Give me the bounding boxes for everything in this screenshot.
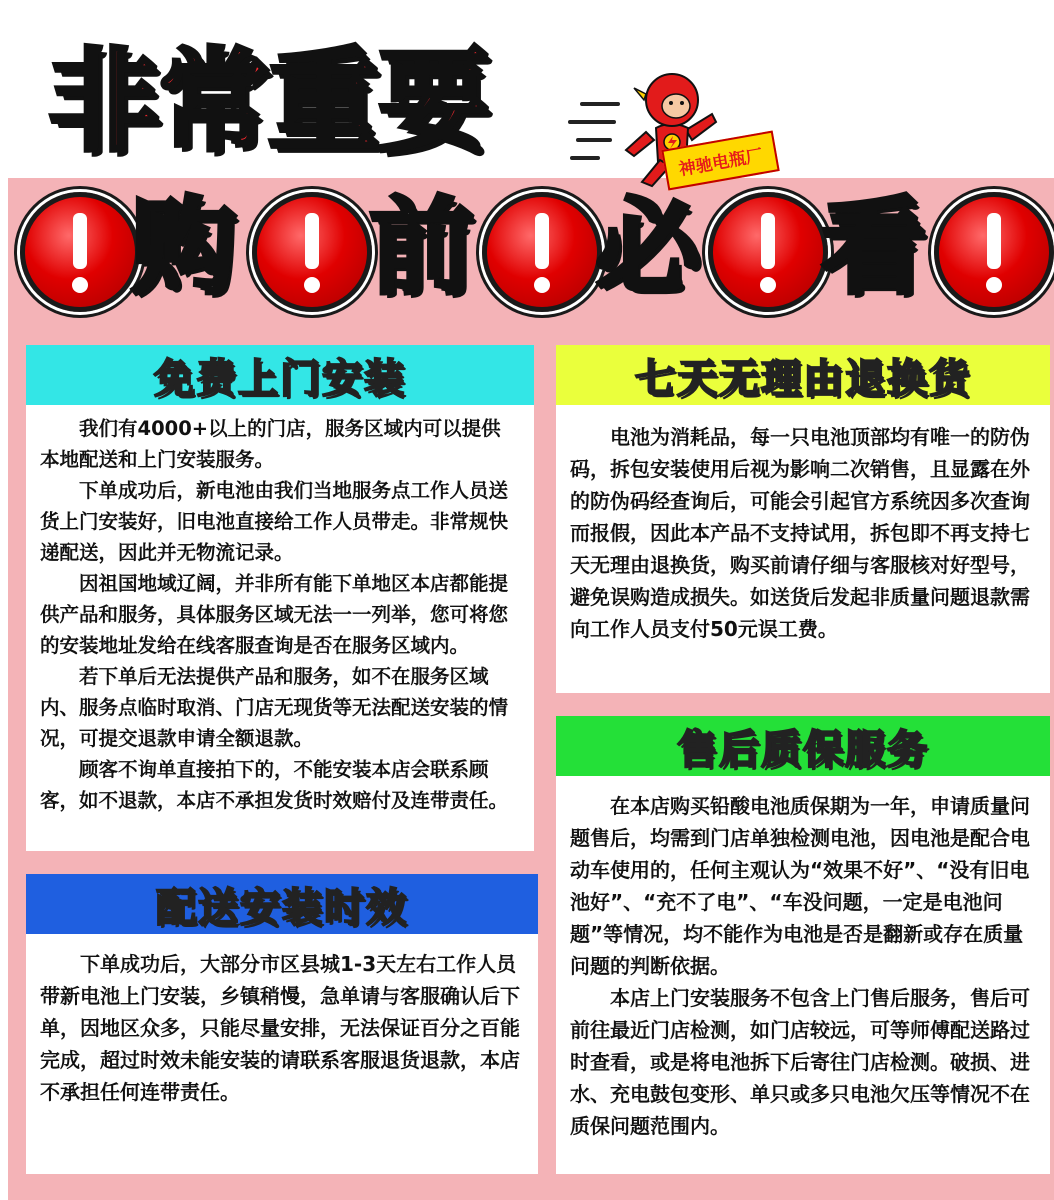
card-body xyxy=(26,934,538,1118)
card-body xyxy=(556,405,1050,655)
card-title: 售后质保服务 xyxy=(677,726,929,773)
paragraph: 本店上门安装服务不包含上门售后服务，售后可前往最近门店检测，如门店较远，可等师傅配送路过时查看，或是将电池拆下后寄往门店检测。破损、进水、充电鼓包变形、单只或多只电池欠压等情况不在质保问题范围内。 xyxy=(570,986,1030,1138)
card-free-install xyxy=(26,345,534,851)
exclamation-icon xyxy=(20,192,140,312)
card-header xyxy=(556,345,1050,405)
exclamation-icon xyxy=(934,192,1054,312)
banner-char: 前 xyxy=(370,186,475,308)
paragraph: 下单成功后，新电池由我们当地服务点工作人员送货上门安装好，旧电池直接给工作人员带走。非常规快递配送，因此并无物流记录。 xyxy=(40,479,509,564)
card-title: 免费上门安装 xyxy=(154,355,406,402)
exclamation-icon xyxy=(708,192,828,312)
page-title: 非常重要 xyxy=(48,37,488,167)
banner-char: 购 xyxy=(132,186,237,308)
card-title: 七天无理由退换货 xyxy=(635,355,971,402)
card-body xyxy=(26,405,534,826)
card-seven-day-returns xyxy=(556,345,1050,693)
card-warranty-service xyxy=(556,716,1050,1174)
card-header xyxy=(26,874,538,934)
paragraph: 在本店购买铅酸电池质保期为一年，申请质量问题售后，均需到门店单独检测电池，因电池是配合电动车使用的，任何主观认为“效果不好”、“没有旧电池好”、“充不了电”、“车没问题，一定是电池问题”等情况，均不能作为电池是否是翻新或存在质量问题的判断依据。 xyxy=(570,794,1030,978)
card-body xyxy=(556,776,1050,1152)
paragraph: 我们有4000+以上的门店，服务区域内可以提供本地配送和上门安装服务。 xyxy=(40,417,501,471)
banner-must-read xyxy=(0,184,1054,314)
banner-char: 看 xyxy=(822,186,927,308)
brand-tag: 神驰电瓶厂 xyxy=(661,131,779,191)
exclamation-icon xyxy=(252,192,372,312)
card-header xyxy=(26,345,534,405)
exclamation-icon xyxy=(482,192,602,312)
paragraph: 若下单后无法提供产品和服务，如不在服务区域内、服务点临时取消、门店无现货等无法配送安装的情况，可提交退款申请全额退款。 xyxy=(40,665,509,750)
banner-char: 必 xyxy=(596,186,701,308)
card-header xyxy=(556,716,1050,776)
card-delivery-time xyxy=(26,874,538,1174)
paragraph: 因祖国地域辽阔，并非所有能下单地区本店都能提供产品和服务，具体服务区域无法一一列举，您可将您的安装地址发给在线客服查询是否在服务区域内。 xyxy=(40,572,509,657)
paragraph: 下单成功后，大部分市区县城1-3天左右工作人员带新电池上门安装，乡镇稍慢，急单请与客服确认后下单，因地区众多，只能尽量安排，无法保证百分之百能完成，超过时效未能安装的请联系客服退货退款，本店不承担任何连带责任。 xyxy=(40,952,520,1104)
card-title: 配送安装时效 xyxy=(156,884,408,931)
paragraph: 顾客不询单直接拍下的，不能安装本店会联系顾客，如不退款，本店不承担发货时效赔付及连带责任。 xyxy=(40,758,509,812)
paragraph: 电池为消耗品，每一只电池顶部均有唯一的防伪码，拆包安装使用后视为影响二次销售，且显露在外的防伪码经查询后，可能会引起官方系统因多次查询而报假，因此本产品不支持试用，拆包即不再支持七天无理由退换货，购买前请仔细与客服核对好型号，避免误购造成损失。如送货后发起非质量问题退款需向工作人员支付50元误工费。 xyxy=(570,425,1030,641)
